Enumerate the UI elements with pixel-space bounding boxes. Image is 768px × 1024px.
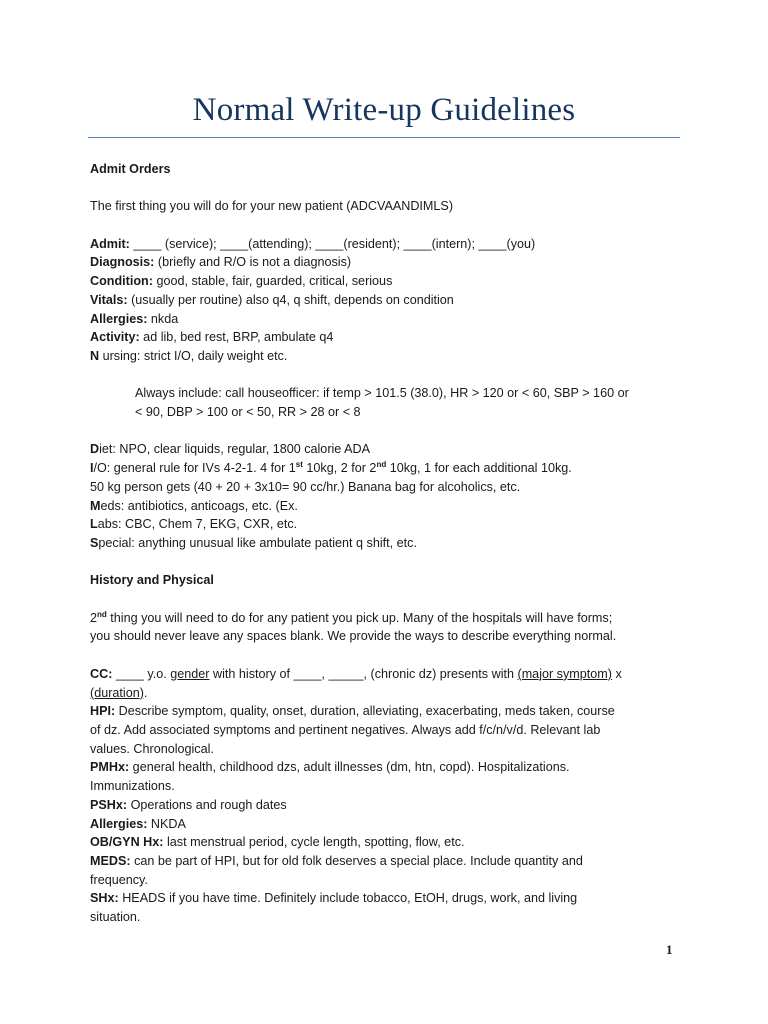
page-title: Normal Write-up Guidelines <box>192 92 576 128</box>
page-number: 1 <box>666 942 673 957</box>
io-line: I/O: general rule for IVs 4-2-1. 4 for 1st 10kg, 2 for 2nd 10kg, 1 for each additional 10kg. <box>90 460 572 476</box>
diet-line: Diet: NPO, clear liquids, regular, 1800 calorie ADA <box>90 442 371 457</box>
pmhx-line-1: PMHx: general health, childhood dzs, adult illnesses (dm, htn, copd). Hospitalizations. <box>90 760 570 775</box>
labs-line: Labs: CBC, Chem 7, EKG, CXR, etc. <box>90 517 298 532</box>
diagnosis-line: Diagnosis: (briefly and R/O is not a diagnosis) <box>90 255 352 270</box>
meds-line: Meds: antibiotics, anticoags, etc. (Ex. <box>90 498 298 513</box>
cc-line: CC: ____ y.o. gender with history of ____, _____, (chronic dz) presents with (major symptom) x <box>90 666 622 681</box>
hp-allergies-line: Allergies: NKDA <box>90 816 186 831</box>
pshx-line: PSHx: Operations and rough dates <box>90 797 287 812</box>
hpi-line-1: HPI: Describe symptom, quality, onset, duration, alleviating, exacerbating, meds taken, course <box>90 704 615 719</box>
condition-line: Condition: good, stable, fair, guarded, critical, serious <box>90 274 393 289</box>
admit-orders-heading: Admit Orders <box>90 162 171 176</box>
pmhx-line-2: Immunizations. <box>90 779 175 794</box>
hp-intro-line-2: you should never leave any spaces blank. We provide the ways to describe everything normal. <box>90 629 617 644</box>
hpi-line-2: of dz. Add associated symptoms and pertinent negatives. Always add f/c/n/v/d. Relevant lab <box>90 722 601 737</box>
special-line: Special: anything unusual like ambulate patient q shift, etc. <box>90 536 417 550</box>
admit-line: Admit: ____ (service); ____(attending); ____(resident); ____(intern); ____(you) <box>90 236 536 251</box>
hp-intro-line-1: 2nd thing you will need to do for any patient you pick up. Many of the hospitals will have forms; <box>90 609 613 625</box>
obgyn-line: OB/GYN Hx: last menstrual period, cycle length, spotting, flow, etc. <box>90 835 465 850</box>
cc-line-2: (duration). <box>90 685 148 700</box>
allergies-line: Allergies: nkda <box>90 311 179 326</box>
vitals-line: Vitals: (usually per routine) also q4, q shift, depends on condition <box>90 292 454 307</box>
history-physical-heading: History and Physical <box>90 573 214 588</box>
document-body <box>90 160 690 927</box>
nursing-line: N ursing: strict I/O, daily weight etc. <box>90 349 288 363</box>
io-line-2: 50 kg person gets (40 + 20 + 3x10= 90 cc/hr.) Banana bag for alcoholics, etc. <box>90 479 521 494</box>
title-underline-rule <box>88 137 680 138</box>
hpi-line-3: values. Chronological. <box>90 741 214 756</box>
always-include-line-2: < 90, DBP > 100 or < 50, RR > 28 or < 8 <box>135 405 361 420</box>
admit-orders-intro: The first thing you will do for your new patient (ADCVAANDIMLS) <box>90 199 454 214</box>
shx-line-1: SHx: HEADS if you have time. Definitely include tobacco, EtOH, drugs, work, and living <box>90 891 578 906</box>
shx-line-2: situation. <box>90 910 141 925</box>
activity-line: Activity: ad lib, bed rest, BRP, ambulate q4 <box>90 330 334 345</box>
always-include-line-1: Always include: call houseofficer: if temp > 101.5 (38.0), HR > 120 or < 60, SBP > 160 or <box>135 386 629 401</box>
meds-hp-line-2: frequency. <box>90 872 148 887</box>
meds-hp-line-1: MEDS: can be part of HPI, but for old folk deserves a special place. Include quantity and <box>90 853 583 868</box>
